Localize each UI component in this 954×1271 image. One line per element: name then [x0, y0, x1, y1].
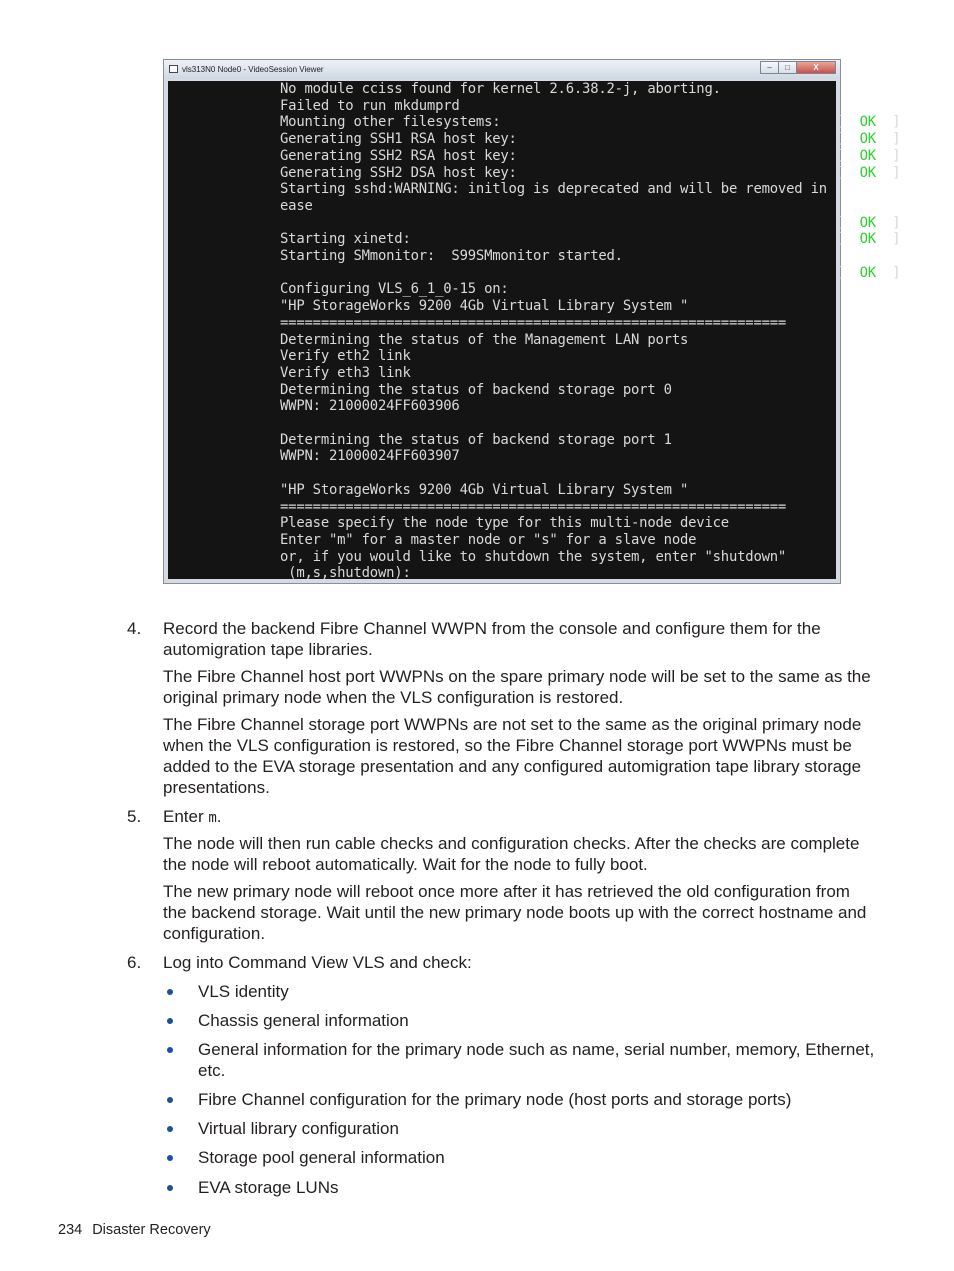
- console-line: Determining the status of backend storage port 0: [280, 381, 672, 398]
- console-ok-status: [ OK ]: [835, 231, 901, 248]
- window-controls: [761, 61, 836, 75]
- console-line: Starting SMmonitor: S99SMmonitor started.: [280, 248, 623, 265]
- console-output: [168, 81, 901, 582]
- console-line: Generating SSH2 RSA host key:: [280, 147, 517, 164]
- console-line: Starting sshd:WARNING: initlog is deprecated and will be removed in: [280, 181, 827, 198]
- console-line: Verify eth3 link: [280, 364, 411, 381]
- bullet-icon: [167, 1126, 173, 1132]
- section-name: Disaster Recovery: [92, 1222, 211, 1238]
- page-number: 234: [58, 1222, 83, 1238]
- console-line: Determining the status of backend storage port 1: [280, 431, 672, 448]
- console-line: No module cciss found for kernel 2.6.38.2-j, aborting.: [280, 81, 721, 97]
- console-line: WWPN: 21000024FF603907: [280, 448, 460, 465]
- console-ok-status: [ OK ]: [835, 131, 901, 148]
- console-line: or, if you would like to shutdown the system, enter "shutdown": [280, 548, 787, 565]
- console-line: "HP StorageWorks 9200 4Gb Virtual Library System ": [280, 298, 689, 315]
- console-ok-status: [ OK ]: [835, 114, 901, 131]
- console-ok-status: [ OK ]: [835, 164, 901, 181]
- console-line: Mounting other filesystems:: [280, 114, 501, 131]
- console-line: Generating SSH2 DSA host key:: [280, 164, 517, 181]
- console-line: Enter "m" for a master node or "s" for a slave node: [280, 531, 697, 548]
- bullet-icon: [167, 989, 173, 995]
- step-number: 4.: [127, 619, 142, 638]
- console-text: [280, 81, 900, 582]
- console-ok-status: [ OK ]: [835, 147, 901, 164]
- bullet-icon: [167, 1018, 173, 1024]
- console-ok-status: [ OK ]: [835, 214, 901, 231]
- console-line: WWPN: 21000024FF603906: [280, 398, 460, 415]
- console-line: Verify eth2 link: [280, 348, 411, 365]
- page-footer: [58, 1222, 211, 1238]
- console-line: "HP StorageWorks 9200 4Gb Virtual Library System ": [280, 481, 689, 498]
- console-line: Configuring VLS_6_1_0-15 on:: [280, 281, 509, 298]
- window-title: vls313N0 Node0 - VideoSession Viewer: [182, 65, 324, 74]
- bullet-icon: [167, 1185, 173, 1191]
- bullet-icon: [167, 1155, 173, 1161]
- bullet-icon: [167, 1097, 173, 1103]
- bullet-icon: [167, 1047, 173, 1053]
- console-line: Starting xinetd:: [280, 231, 411, 248]
- console-line: Determining the status of the Management LAN ports: [280, 331, 689, 348]
- console-line: (m,s,shutdown):: [280, 565, 411, 582]
- console-ok-status: [ OK ]: [835, 264, 901, 281]
- console-line: ==============================================================: [280, 314, 787, 331]
- close-button[interactable]: X: [796, 61, 836, 74]
- console-line: Failed to run mkdumprd: [280, 97, 460, 114]
- console-screenshot: [163, 59, 901, 584]
- step-number: 6.: [127, 953, 142, 972]
- console-line: ==============================================================: [280, 498, 787, 515]
- app-icon: [169, 65, 178, 73]
- window-titlebar: [164, 60, 840, 79]
- console-line: ease: [280, 197, 313, 214]
- console-line: Please specify the node type for this multi-node device: [280, 515, 729, 532]
- minimize-button[interactable]: –: [760, 61, 779, 74]
- command-code: m: [208, 810, 217, 826]
- maximize-button[interactable]: □: [778, 61, 797, 74]
- step-number: 5.: [127, 807, 142, 826]
- console-line: Generating SSH1 RSA host key:: [280, 131, 517, 148]
